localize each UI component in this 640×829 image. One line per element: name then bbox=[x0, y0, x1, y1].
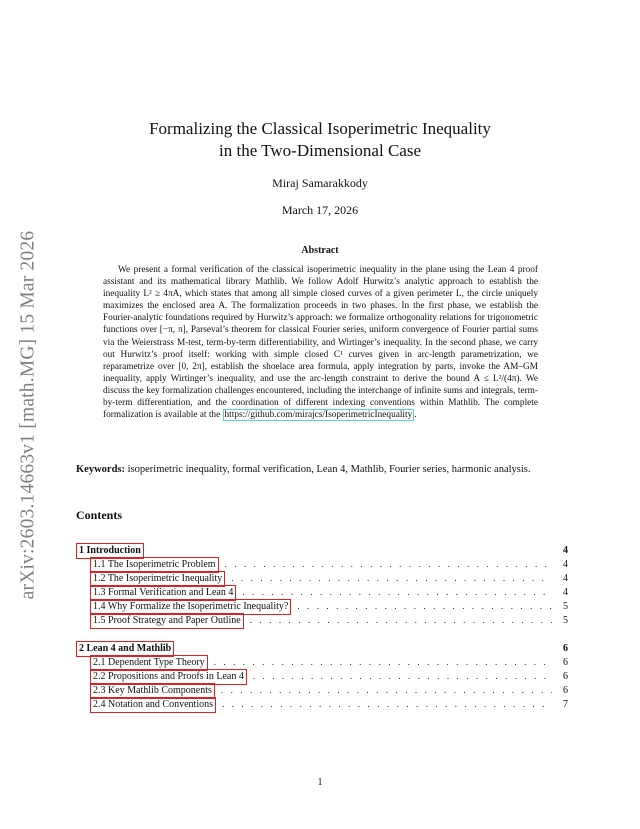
toc-section-group bbox=[76, 641, 568, 711]
publication-date: March 17, 2026 bbox=[281, 203, 359, 217]
toc-dot-leader bbox=[253, 669, 552, 683]
arxiv-identifier-text: arXiv:2603.14663v1 [math.MG] 15 Mar 2026 bbox=[17, 230, 39, 600]
toc-subsection[interactable] bbox=[76, 585, 568, 599]
toc-entry-label[interactable]: 1.1 The Isoperimetric Problem bbox=[90, 557, 219, 573]
toc-subsection[interactable] bbox=[76, 599, 568, 613]
toc-page-number: 6 bbox=[563, 657, 568, 668]
toc-dot-leader bbox=[221, 683, 552, 697]
arxiv-identifier-stamp bbox=[8, 205, 48, 625]
toc-page-number: 7 bbox=[563, 699, 568, 710]
paper-title bbox=[100, 118, 540, 162]
toc-entry-label[interactable]: 2.2 Propositions and Proofs in Lean 4 bbox=[90, 669, 247, 685]
toc-subsection[interactable] bbox=[76, 669, 568, 683]
abstract-heading: Abstract bbox=[301, 245, 339, 256]
toc-section-lean-mathlib[interactable] bbox=[76, 641, 568, 655]
toc-page-number: 6 bbox=[563, 643, 568, 654]
toc-dot-leader bbox=[214, 655, 552, 669]
toc-dot-leader bbox=[297, 599, 552, 613]
toc-subsection[interactable] bbox=[76, 613, 568, 627]
toc-dot-leader bbox=[242, 585, 552, 599]
toc-page-number: 5 bbox=[563, 601, 568, 612]
title-line-2: in the Two-Dimensional Case bbox=[219, 141, 421, 160]
toc-page-number: 4 bbox=[563, 559, 568, 570]
toc-dot-leader bbox=[250, 613, 552, 627]
toc-subsection[interactable] bbox=[76, 557, 568, 571]
toc-page-number: 6 bbox=[563, 671, 568, 682]
toc-entry-label[interactable]: 2.3 Key Mathlib Components bbox=[90, 683, 215, 699]
abstract-text: We present a formal verification of the classical isoperimetric inequality in the plane using the Lean 4 proof assistant and its mathematical library Mathlib. We follow Adolf Hurwitz’s analytic approach to establish the inequality L² ≥ 4πA, which states that among all simple closed curves of a given perimeter L, the circle uniquely maximizes the enclosed area A. The formalization proceeds in two phases. In the first phase, we establish the Fourier-analytic foundations required by Hurwitz’s approach: we formalize orthogonality relations for trigonometric functions over [−π, π], Parseval’s theorem for classical Fourier series, uniform convergence of Fourier partial sums via the Weierstrass M-test, term-by-term differentiability, and Wirtinger’s inequality. In the second phase, we carry out Hurwitz’s proof itself: working with simple closed C¹ curves given in arc-length parametrization, we reparametrize over [0, 2π], establish the shoelace area formula, apply integration by parts, invoke the AM–GM inequality, apply Wirtinger’s inequality, and use the arc-length constraint to derive the bound A ≤ L²/(4π). We discuss the key formalization challenges encountered, including the interchange of infinite sums and integrals, term-by-term differentiation, and the coordination of different indexing conventions within Mathlib. The complete formalization is available at the bbox=[103, 265, 538, 421]
toc-section-group bbox=[76, 543, 568, 627]
toc-entry-label[interactable]: 2.4 Notation and Conventions bbox=[90, 697, 216, 713]
toc-page-number: 4 bbox=[563, 545, 568, 556]
keywords-label: Keywords: bbox=[76, 464, 125, 475]
toc-subsection[interactable] bbox=[76, 655, 568, 669]
toc-subsection[interactable] bbox=[76, 571, 568, 585]
github-repository-link[interactable]: https://github.com/mirajcs/IsoperimetricInequality bbox=[224, 410, 413, 421]
toc-page-number: 6 bbox=[563, 685, 568, 696]
toc-page-number: 4 bbox=[563, 587, 568, 598]
toc-dot-leader bbox=[222, 697, 552, 711]
toc-entry-label[interactable]: 1 Introduction bbox=[76, 543, 144, 559]
contents-heading: Contents bbox=[76, 508, 123, 522]
toc-entry-label[interactable]: 2.1 Dependent Type Theory bbox=[90, 655, 208, 671]
toc-section-introduction[interactable] bbox=[76, 543, 568, 557]
abstract-text-end: . bbox=[414, 410, 417, 421]
toc-entry-label[interactable]: 1.4 Why Formalize the Isoperimetric Inequality? bbox=[90, 599, 291, 615]
keywords-text: isoperimetric inequality, formal verification, Lean 4, Mathlib, Fourier series, harmonic analysis. bbox=[127, 464, 531, 475]
toc-entry-label[interactable]: 1.5 Proof Strategy and Paper Outline bbox=[90, 613, 244, 629]
page-number: 1 bbox=[317, 777, 323, 788]
toc-entry-label[interactable]: 2 Lean 4 and Mathlib bbox=[76, 641, 174, 657]
author-name: Miraj Samarakkody bbox=[272, 176, 368, 190]
table-of-contents bbox=[76, 543, 568, 711]
toc-page-number: 5 bbox=[563, 615, 568, 626]
toc-dot-leader bbox=[225, 557, 552, 571]
toc-entry-label[interactable]: 1.2 The Isoperimetric Inequality bbox=[90, 571, 225, 587]
toc-page-number: 4 bbox=[563, 573, 568, 584]
keywords-block bbox=[76, 463, 566, 476]
toc-subsection[interactable] bbox=[76, 683, 568, 697]
toc-dot-leader bbox=[231, 571, 552, 585]
title-line-1: Formalizing the Classical Isoperimetric Inequality bbox=[149, 119, 491, 138]
abstract-body bbox=[103, 264, 538, 421]
toc-entry-label[interactable]: 1.3 Formal Verification and Lean 4 bbox=[90, 585, 236, 601]
toc-subsection[interactable] bbox=[76, 697, 568, 711]
